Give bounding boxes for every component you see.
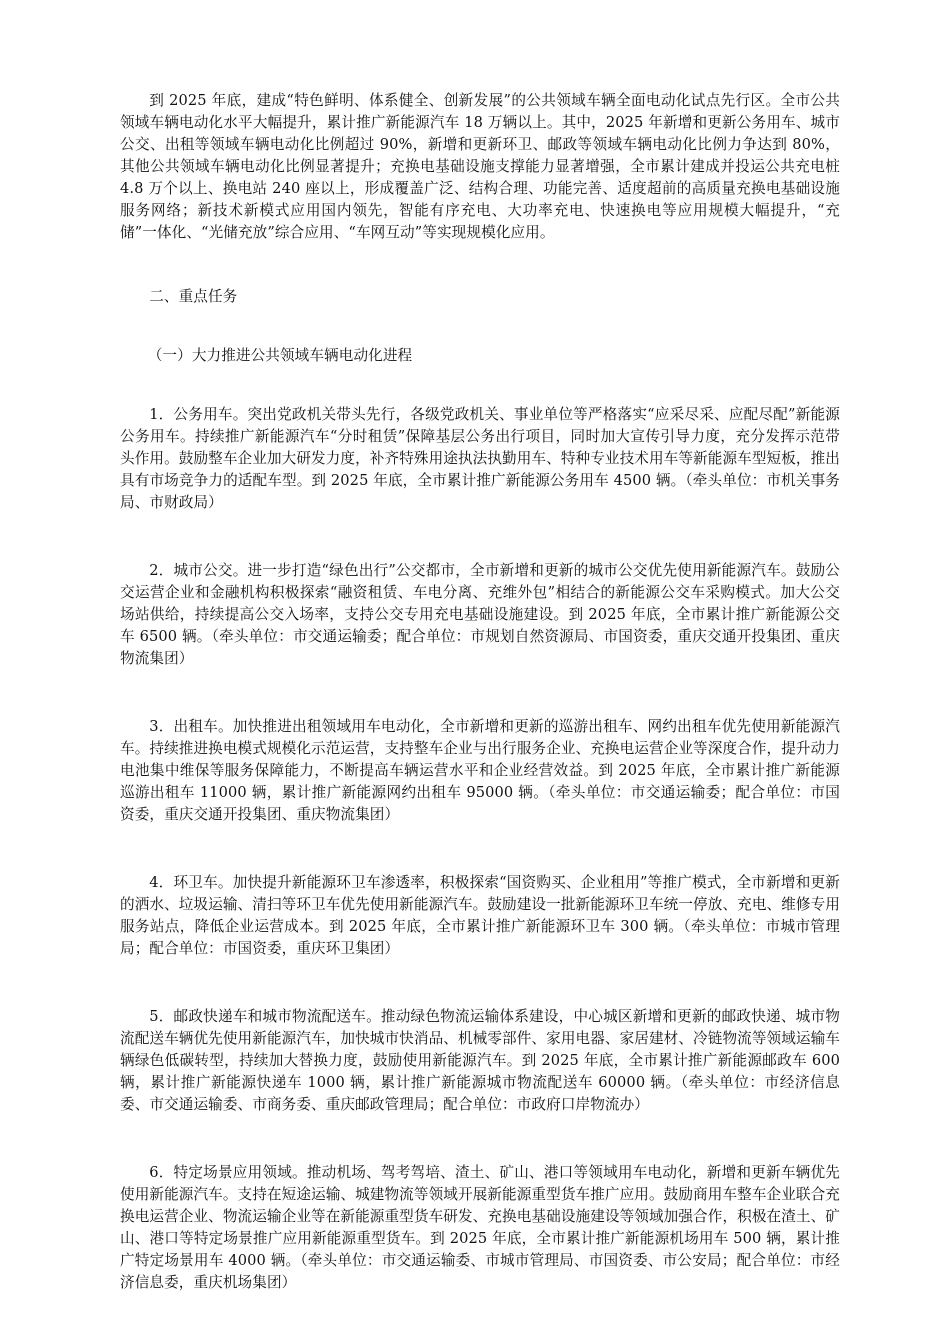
task-item-city-bus: 2．城市公交。进一步打造“绿色出行”公交都市，全市新增和更新的城市公交优先使用新能源汽车。鼓励公交运营企业和金融机构积极探索“融资租赁、车电分离、充维外包”相结合的新能源公交车采购模式。加大公交场站供给，持续提高公交入场率，支持公交专用充电基础设施建设。到 2025 年底，全市累计推广新能源公交车 6500 辆。（牵头单位：市交通运输委；配合单位：市规划自然资源局、市国资委，重庆交通开投集团、重庆物流集团） — [120, 562, 840, 667]
task-item-postal-logistics: 5．邮政快递车和城市物流配送车。推动绿色物流运输体系建设，中心城区新增和更新的邮政快递、城市物流配送车辆优先使用新能源汽车，加快城市快消品、机械零部件、家用电器、家居建材、冷链物流等领域运输车辆绿色低碳转型，持续加大替换力度，鼓励使用新能源汽车。到 2025 年底，全市累计推广新能源邮政车 600 辆，累计推广新能源快递车 1000 辆，累计推广新能源城市物流配送车 60000 辆。（牵头单位：市经济信息委、市交通运输委、市商务委、重庆邮政管理局；配合单位：市政府口岸物流办） — [120, 1008, 840, 1113]
task-item-specific-scenarios: 6．特定场景应用领域。推动机场、驾考驾培、渣土、矿山、港口等领域用车电动化，新增和更新车辆优先使用新能源汽车。支持在短途运输、城建物流等领域开展新能源重型货车推广应用。鼓励商用车整车企业联合充换电运营企业、物流运输企业等在新能源重型货车研发、充换电基础设施建设等领域加强合作，积极在渣土、矿山、港口等特定场景推广应用新能源重型货车。到 2025 年底，全市累计推广新能源机场用车 500 辆，累计推广特定场景用车 4000 辆。（牵头单位：市交通运输委、市城市管理局、市国资委、市公安局；配合单位：市经济信息委，重庆机场集团） — [120, 1164, 840, 1291]
document-page — [120, 90, 840, 1340]
subsection-heading: （一）大力推进公共领域车辆电动化进程 — [147, 347, 413, 364]
task-item-taxi: 3．出租车。加快推进出租领域用车电动化，全市新增和更新的巡游出租车、网约出租车优先使用新能源汽车。持续推进换电模式规模化示范运营，支持整车企业与出行服务企业、充换电运营企业等深度合作，提升动力电池集中维保等服务保障能力，不断提高车辆运营水平和企业经营效益。到 2025 年底，全市累计推广新能源巡游出租车 11000 辆，累计推广新能源网约出租车 95000 辆。（牵头单位：市交通运输委；配合单位：市国资委，重庆交通开投集团、重庆物流集团） — [120, 718, 840, 823]
intro-paragraph: 到 2025 年底，建成“特色鲜明、体系健全、创新发展”的公共领域车辆全面电动化试点先行区。全市公共领域车辆电动化水平大幅提升，累计推广新能源汽车 18 万辆以上。其中，2025 年新增和更新公务用车、城市公交、出租等领域车辆电动化比例超过 90%，新增和更新环卫、邮政等领域车辆电动化比例力争达到 80%，其他公共领域车辆电动化比例显著提升；充换电基础设施支撑能力显著增强，全市累计建成并投运公共充电桩 4.8 万个以上、换电站 240 座以上，形成覆盖广泛、结构合理、功能完善、适度超前的高质量充换电基础设施服务网络；新技术新模式应用国内领先，智能有序充电、大功率充电、快速换电等应用规模大幅提升，“充储”一体化、“光储充放”综合应用、“车网互动”等实现规模化应用。 — [120, 92, 840, 241]
section-heading: 二、重点任务 — [149, 288, 238, 305]
task-item-sanitation-vehicles: 4．环卫车。加快提升新能源环卫车渗透率，积极探索“国资购买、企业租用”等推广模式，全市新增和更新的洒水、垃圾运输、清扫等环卫车优先使用新能源汽车。鼓励建设一批新能源环卫车统一停放、充电、维修专用服务站点，降低企业运营成本。到 2025 年底，全市累计推广新能源环卫车 300 辆。（牵头单位：市城市管理局；配合单位：市国资委，重庆环卫集团） — [120, 874, 840, 957]
task-item-official-vehicles: 1．公务用车。突出党政机关带头先行，各级党政机关、事业单位等严格落实“应采尽采、应配尽配”新能源公务用车。持续推广新能源汽车“分时租赁”保障基层公务出行项目，同时加大宣传引导力度，充分发挥示范带头作用。鼓励整车企业加大研发力度，补齐特殊用途执法执勤用车、特种专业技术用车等新能源车型短板，推出具有市场竞争力的适配车型。到 2025 年底，全市累计推广新能源公务用车 4500 辆。（牵头单位：市机关事务局、市财政局） — [120, 406, 840, 511]
